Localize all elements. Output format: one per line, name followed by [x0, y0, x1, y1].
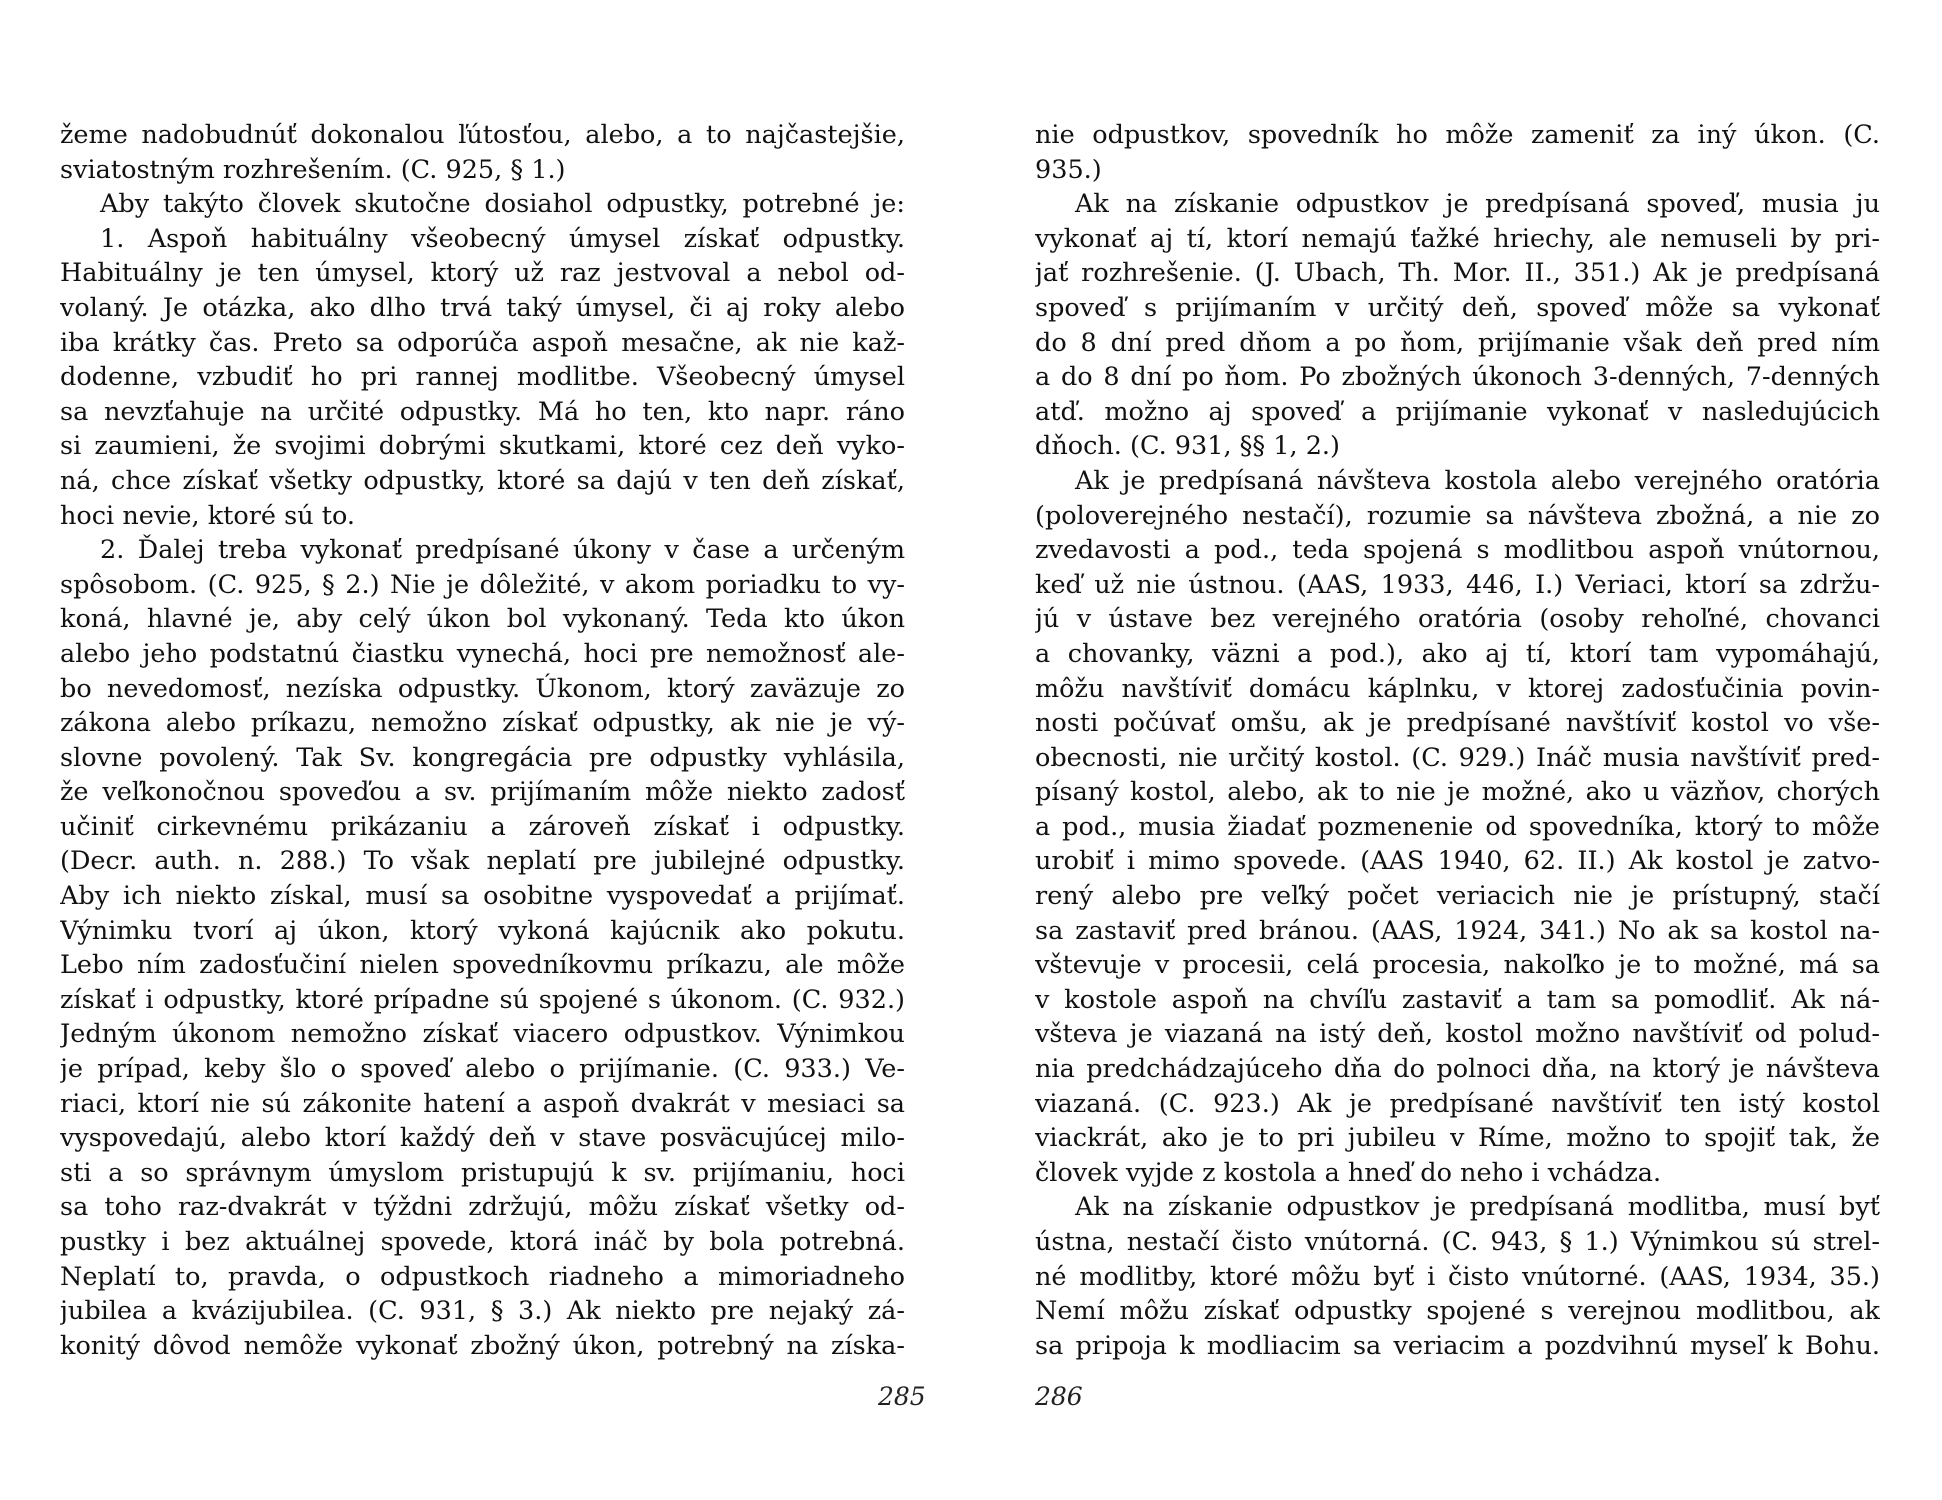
text-line: koná, hlavné je, aby celý úkon bol vykonaný. Teda kto úkon — [60, 604, 905, 635]
text-line: konitý dôvod nemôže vykonať zbožný úkon, potrebný na získa- — [60, 1330, 905, 1361]
text-line: urobiť i mimo spovede. (AAS 1940, 62. II.) Ak kostol je zatvo- — [1035, 846, 1880, 877]
text-line: (poloverejného nestačí), rozumie sa návšteva zbožná, a nie zo — [1035, 500, 1880, 531]
text-line: učiniť cirkevnému prikázaniu a zároveň získať i odpustky. — [60, 811, 905, 842]
text-line: Nemí môžu získať odpustky spojené s verejnou modlitbou, ak — [1035, 1296, 1880, 1327]
text-line: Neplatí to, pravda, o odpustkoch riadneho a mimoriadneho — [60, 1261, 905, 1292]
text-line: získať i odpustky, ktoré prípadne sú spojené s úkonom. (C. 932.) — [60, 984, 905, 1015]
text-line: že veľkonočnou spoveďou a sv. prijímaním môže niekto zadosť — [60, 777, 905, 808]
text-line: do 8 dní pred dňom a po ňom, prijímanie však deň pred ním — [1035, 327, 1880, 358]
text-line: né modlitby, ktoré môžu byť i čisto vnútorné. (AAS, 1934, 35.) — [1035, 1261, 1880, 1292]
text-line: sviatostným rozhrešením. (C. 925, § 1.) — [60, 154, 566, 185]
text-line: v kostole aspoň na chvíľu zastaviť a tam sa pomodliť. Ak ná- — [1035, 984, 1880, 1015]
text-line: obecnosti, nie určitý kostol. (C. 929.) Ináč musia navštíviť pred- — [1035, 742, 1880, 773]
text-line: vštevuje v procesii, celá procesia, nakoľko je to možné, má sa — [1035, 950, 1880, 981]
page-number-right: 286 — [1035, 1382, 1083, 1411]
text-line: ná, chce získať všetky odpustky, ktoré sa dajú v ten deň získať, — [60, 465, 905, 496]
text-line: 2. Ďalej treba vykonať predpísané úkony v čase a určeným — [100, 535, 905, 566]
text-line: sti a so správnym úmyslom pristupujú k sv. prijímaniu, hoci — [60, 1157, 905, 1188]
text-line: spôsobom. (C. 925, § 2.) Nie je dôležité, v akom poriadku to vy- — [60, 569, 905, 600]
text-line: iba krátky čas. Preto sa odporúča aspoň mesačne, ak nie kaž- — [60, 327, 905, 358]
text-line: Aby ich niekto získal, musí sa osobitne vyspovedať a prijímať. — [60, 881, 905, 912]
text-line: riaci, ktorí nie sú zákonite hatení a aspoň dvakrát v mesiaci sa — [60, 1088, 905, 1119]
text-line: Ak na získanie odpustkov je predpísaná spoveď, musia ju — [1075, 189, 1880, 220]
text-line: človek vyjde z kostola a hneď do neho i vchádza. — [1035, 1157, 1662, 1188]
text-line: si zaumieni, že svojimi dobrými skutkami, ktoré cez deň vyko- — [60, 431, 905, 462]
text-line: jať rozhrešenie. (J. Ubach, Th. Mor. II., 351.) Ak je predpísaná — [1035, 258, 1880, 289]
text-line: nosti počúvať omšu, ak je predpísané navštíviť kostol vo vše- — [1035, 708, 1880, 739]
text-line: môžu navštíviť domácu káplnku, v ktorej zadosťučinia povin- — [1035, 673, 1880, 704]
text-line: keď už nie ústnou. (AAS, 1933, 446, I.) Veriaci, ktorí sa zdržu- — [1035, 569, 1880, 600]
text-line: (Decr. auth. n. 288.) To však neplatí pre jubilejné odpustky. — [60, 846, 905, 877]
text-line: žeme nadobudnúť dokonalou ľútosťou, alebo, a to najčastejšie, — [60, 120, 905, 150]
text-line: zvedavosti a pod., teda spojená s modlitbou aspoň vnútornou, — [1035, 535, 1880, 566]
text-line: a pod., musia žiadať pozmenenie od spovedníka, ktorý to môže — [1035, 811, 1880, 842]
text-line: 1. Aspoň habituálny všeobecný úmysel získať odpustky. — [100, 223, 905, 254]
text-line: 935.) — [1035, 154, 1102, 185]
text-line: a do 8 dní po ňom. Po zbožných úkonoch 3-denných, 7-denných — [1035, 362, 1880, 393]
text-line: je prípad, keby šlo o spoveď alebo o prijímanie. (C. 933.) Ve- — [60, 1054, 905, 1085]
text-line: Aby takýto človek skutočne dosiahol odpustky, potrebné je: — [100, 189, 905, 220]
text-line: sa toho raz-dvakrát v týždni zdržujú, môžu získať všetky od- — [60, 1192, 905, 1223]
text-line: sa nevzťahuje na určité odpustky. Má ho ten, kto napr. ráno — [60, 396, 905, 427]
left-page-text — [60, 118, 905, 1363]
text-line: bo nevedomosť, nezíska odpustky. Úkonom, ktorý zaväzuje zo — [60, 673, 905, 704]
text-line: spoveď s prijímaním v určitý deň, spoveď môže sa vykonať — [1035, 292, 1880, 323]
text-line: jubilea a kvázijubilea. (C. 931, § 3.) Ak niekto pre nejaký zá- — [60, 1296, 905, 1327]
text-line: Ak na získanie odpustkov je predpísaná modlitba, musí byť — [1075, 1192, 1880, 1223]
text-line: Lebo ním zadosťučiní nielen spovedníkovmu príkazu, ale môže — [60, 950, 905, 981]
text-line: sa pripoja k modliacim sa veriacim a pozdvihnú myseľ k Bohu. — [1035, 1330, 1880, 1361]
text-line: rený alebo pre veľký počet veriacich nie je prístupný, stačí — [1035, 881, 1880, 912]
text-line: ústna, nestačí čisto vnútorná. (C. 943, § 1.) Výnimkou sú strel- — [1035, 1227, 1880, 1257]
text-line: a chovanky, väzni a pod.), ako aj tí, ktorí tam vypomáhajú, — [1035, 638, 1880, 669]
text-line: zákona alebo príkazu, nemožno získať odpustky, ak nie je vý- — [60, 708, 905, 739]
text-line: vykonať aj tí, ktorí nemajú ťažké hriechy, ale nemuseli by pri- — [1035, 223, 1880, 254]
text-line: viackrát, ako je to pri jubileu v Ríme, možno to spojiť tak, že — [1035, 1123, 1880, 1154]
text-line: vyspovedajú, alebo ktorí každý deň v stave posväcujúcej milo- — [60, 1123, 905, 1154]
right-page-text — [1035, 118, 1880, 1363]
text-line: dňoch. (C. 931, §§ 1, 2.) — [1035, 431, 1340, 462]
text-line: atď. možno aj spoveď a prijímanie vykonať v nasledujúcich — [1035, 396, 1880, 427]
text-line: dodenne, vzbudiť ho pri rannej modlitbe. Všeobecný úmysel — [60, 362, 905, 393]
text-line: všteva je viazaná na istý deň, kostol možno navštíviť od polud- — [1035, 1019, 1880, 1050]
text-line: Habituálny je ten úmysel, ktorý už raz jestvoval a nebol od- — [60, 258, 905, 289]
text-line: jú v ústave bez verejného oratória (osoby rehoľné, chovanci — [1035, 604, 1880, 635]
text-line: Jedným úkonom nemožno získať viacero odpustkov. Výnimkou — [60, 1019, 905, 1050]
text-line: hoci nevie, ktoré sú to. — [60, 500, 356, 531]
text-line: slovne povolený. Tak Sv. kongregácia pre odpustky vyhlásila, — [60, 742, 905, 773]
text-line: Výnimku tvorí aj úkon, ktorý vykoná kajúcnik ako pokutu. — [60, 915, 905, 946]
text-line: písaný kostol, alebo, ak to nie je možné, ako u väzňov, chorých — [1035, 777, 1880, 808]
page-number-left: 285 — [878, 1382, 926, 1411]
text-line: Ak je predpísaná návšteva kostola alebo verejného oratória — [1075, 465, 1880, 496]
text-line: alebo jeho podstatnú čiastku vynechá, hoci pre nemožnosť ale- — [60, 638, 905, 669]
text-line: viazaná. (C. 923.) Ak je predpísané navštíviť ten istý kostol — [1035, 1088, 1880, 1119]
text-line: nie odpustkov, spovedník ho môže zameniť za iný úkon. (C. — [1035, 120, 1880, 150]
text-line: sa zastaviť pred bránou. (AAS, 1924, 341.) No ak sa kostol na- — [1035, 915, 1880, 946]
text-line: volaný. Je otázka, ako dlho trvá taký úmysel, či aj roky alebo — [60, 292, 905, 323]
text-line: nia predchádzajúceho dňa do polnoci dňa, na ktorý je návšteva — [1035, 1054, 1880, 1085]
text-line: pustky i bez aktuálnej spovede, ktorá ináč by bola potrebná. — [60, 1227, 905, 1257]
